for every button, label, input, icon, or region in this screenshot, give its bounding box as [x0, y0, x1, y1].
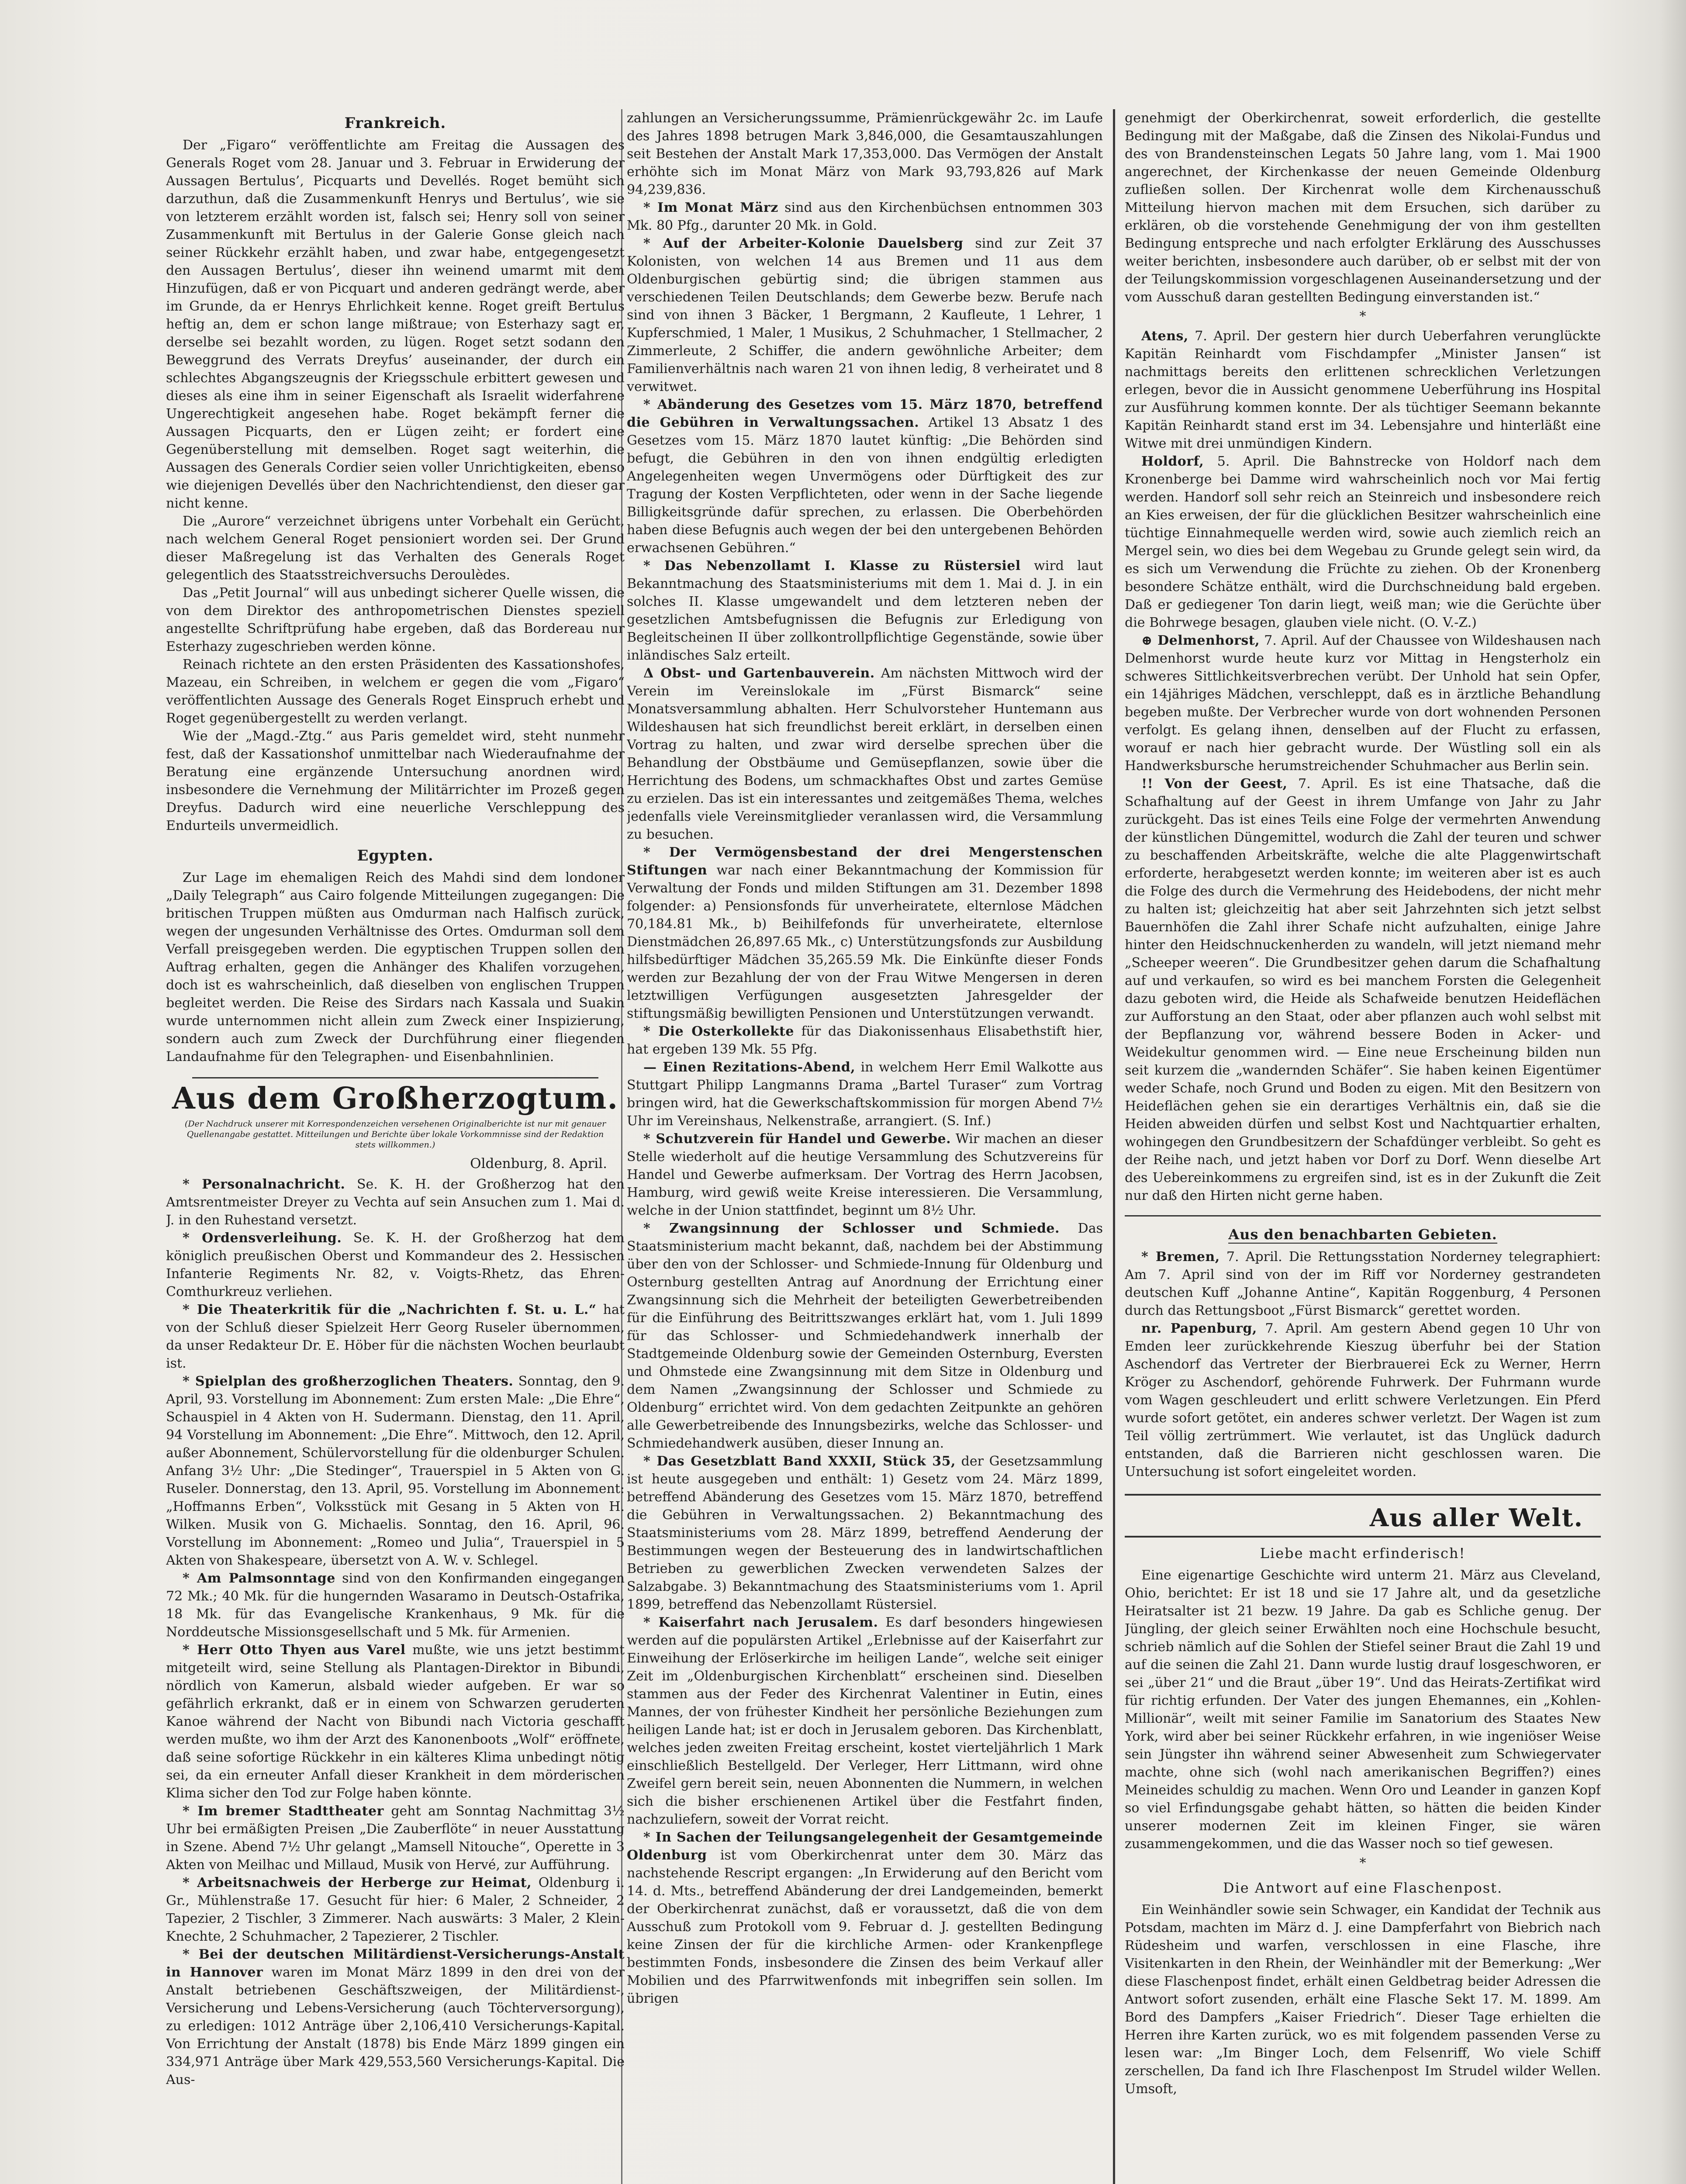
news-text: Am nächsten Mittwoch wird der Verein im Vereinslokale im „Fürst Bismarck“ seine Monatsversammlung abhalten. Herr Schulvorsteher Huntemann aus Wildeshausen hat sich freundlichst bereit erklärt, in derselben einen Vortrag zu halten, und zwar wird derselbe sprechen über die Behandlung der Obstbäume und Gemüsepflanzen, sowie über die Herrichtung des Bodens, um schmackhaftes Obst und zartes Gemüse zu erzielen. Das ist ein interessantes und zeitgemäßes Thema, welches jedenfalls viele Vereinsmitglieder veranlassen wird, die Versammlung zu besuchen.	[627, 666, 1103, 842]
news-text: war nach einer Bekanntmachung der Kommission für Verwaltung der Fonds und milden Stiftungen am 31. Dezember 1898 folgender: a) Pensionsfonds für unverheiratete, elternlose Mädchen 70,184.81 Mk., b) Beihilfefonds für unverheiratete, elternlose Dienstmädchen 26,897.65 Mk., c) Unterstützungsfonds zur Ausbildung hilfsbedürftiger Mädchen 35,265.59 Mk. Die Einkünfte dieser Fonds werden zur Bezahlung der von der Frau Witwe Mengersen in deren letztwilligen Verfügungen ausgesetzten Jahresgelder der stiftungsmäßig bewilligten Pensionen und Unterstützungen verwandt.	[627, 863, 1103, 1021]
news-text: Se. K. H. der Großherzog hat den Amtsrentmeister Dreyer zu Vechta auf sein Ansuchen zum 1. Mai d. J. in den Ruhestand versetzt.	[166, 1177, 625, 1228]
news-text: Artikel 13 Absatz 1 des Gesetzes vom 15. März 1870 lautet künftig: „Die Behörden sind befugt, die Gebühren in den von ihnen endgültig erledigten Angelegenheiten wegen Unvermögens oder Dürftigkeit des zur Tragung der Kosten Verpflichteten, oder wenn in der Sache liegende Billigkeitsgründe dafür sprechen, zu erlassen. Die Oberbehörden haben diese Befugnis auch wegen der bei den untergebenen Behörden erwachsenen Gebühren.“	[627, 415, 1103, 556]
news-text: Das Staatsministerium macht bekannt, daß, nachdem bei der Abstimmung über den von der Schlosser- und Schmiede-Innung für Oldenburg und Osternburg gestellten Antrag auf Anordnung der Errichtung einer Zwangsinnung sich die Mehrheit der beteiligten Gewerbetreibenden für die Einführung des Beitrittszwanges erklärt hat, vom 1. Juli 1899 für das Schlosser- und Schmiedehandwerk innerhalb der Stadtgemeinde Oldenburg sowie der Gemeinden Osternburg, Eversten und Ohmstede eine Zwangsinnung mit dem Sitze in Oldenburg und dem Namen „Zwangsinnung der Schlosser und Schmiede zu Oldenburg“ errichtet wird. Von dem gedachten Zeitpunkte an gehören alle Gewerbetreibende des Innungsbezirks, welche das Schlosser- und Schmiedehandwerk ausüben, dieser Innung an.	[627, 1221, 1103, 1451]
news-item	[166, 1301, 625, 1372]
news-keyword: * Schutzverein für Handel und Gewerbe.	[643, 1131, 951, 1147]
news-keyword: * Zwangsinnung der Schlosser und Schmiede.	[643, 1221, 1060, 1236]
news-item	[166, 1569, 625, 1641]
news-text: Es darf besonders hingewiesen werden auf die populärsten Artikel „Erlebnisse auf der Kaiserfahrt zur Einweihung der Erlöserkirche im heiligen Lande“, welche seit einiger Zeit im „Oldenburgischen Kirchenblatt“ erscheinen sind. Dieselben stammen aus der Feder des Kirchenrat Valentiner in Eutin, eines Mannes, der von frühester Kindheit her persönliche Beziehungen zum heiligen Lande hat; ist er doch in Jerusalem geboren. Das Kirchenblatt, welches jeden zweiten Freitag erscheint, kostet vierteljährlich 1 Mark einschließlich Bestellgeld. Der Verleger, Herr Littmann, wird ohne Zweifel gern bereit sein, neuen Abonnenten die Nummern, in welchen sich die bisher erschienenen Artikel über die Festfahrt finden, nachzuliefern, soweit der Vorrat reicht.	[627, 1615, 1103, 1827]
news-text: wird laut Bekanntmachung des Staatsministeriums mit dem 1. Mai d. J. in ein solches II. Klasse umgewandelt und dem letzteren neben der gesetzlichen Amtsbefugnissen die Befugnis zur Erledigung von Begleitscheinen II über zollkontrollpflichtige Gegenstände, sowie über inländisches Salz erteilt.	[627, 558, 1103, 663]
news-item	[627, 1614, 1103, 1828]
article-frankreich-1: Der „Figaro“ veröffentlichte am Freitag die Aussagen des Generals Roget vom 28. Januar und 3. Februar in Erwiderung der Aussagen Bertulus’, Picquarts und Devellés. Roget bemüht sich darzuthun, daß die Zusammenkunft Henrys und Bertulus’, wie sie von letzterem erzählt worden ist, falsch sei; Henry soll von seiner Zusammenkunft mit Bertulus in der Galerie Gonse gleich nach seiner Rückkehr erzählt haben, und zwar habe, entgegengesetzt den Aussagen Bertulus’, dieser ihn weinend umarmt mit dem Hinzufügen, daß er von Picquart und anderen gedrängt werde, aber im Grunde, da er Henrys Ehrlichkeit kenne. Roget greift Bertulus heftig an, dem er schon lange mißtraue; von Esterhazy sagt er, derselbe sei bezahlt worden, zu lügen. Roget setzt sodann den Beweggrund des Verrats Dreyfus’ auseinander, der durch ein schlechtes Abgangszeugnis der Kriegsschule erbittert gewesen und dieses als eine ihm in seiner Eigenschaft als Israelit widerfahrene Ungerechtigkeit angesehen habe. Roget bekämpft ferner die Aussagen Picquarts, den er Lügen zeiht; er fordert eine Gegenüberstellung mit demselben. Roget sagt weiterhin, die Aussagen des Generals Cordier seien voller Unrichtigkeiten, ebenso wie diejenigen Devellés über den Nachrichtendienst, den dieser gar nicht kenne.	[166, 138, 625, 511]
news-item	[627, 1828, 1103, 2008]
article-frankreich-5: Wie der „Magd.-Ztg.“ aus Paris gemeldet wird, steht nunmehr fest, daß der Kassationshof unmittelbar nach Wiederaufnahme der Beratung eine ergänzende Untersuchung anordnen wird, insbesondere die Vernehmung der Militärrichter im Prozeß gegen Dreyfus. Dadurch wird eine neuerliche Verschleppung des Endurteils unvermeidlich.	[166, 729, 625, 833]
separator-star: *	[1359, 1856, 1366, 1871]
news-item	[166, 1874, 625, 1946]
news-item	[166, 1229, 625, 1301]
news-item	[627, 1452, 1103, 1614]
news-keyword: * Im bremer Stadttheater	[183, 1804, 384, 1819]
news-item	[166, 1802, 625, 1874]
column-1	[166, 109, 625, 2184]
news-keyword: * Das Nebenzollamt I. Klasse zu Rüstersiel	[643, 558, 1021, 574]
news-item	[627, 664, 1103, 843]
article-liebe: Eine eigenartige Geschichte wird unterm 21. März aus Cleveland, Ohio, berichtet: Er ist 18 und sie 17 Jahre alt, und da gesetzliche Heiratsalter ist 21 bezw. 19 Jahre. Da gab es Schliche genug. Der Jüngling, der gleich seiner Erwählten noch eine Hochschule besucht, schrieb nämlich auf die Sohlen der Stiefel seiner Braut die Zahl 19 und auf die seinen die Zahl 21. Dann wurde lustig drauf losgeschworen, er sei „über 21“ und die Braut „über 19“. Und das Heirats-Zertifikat wird für richtig erfunden. Der Vater des jungen Ehemannes, ein „Kohlen-Millionär“, weilt mit seiner Familie im Sanatorium des Staates New York, wird aber bei seiner Rückkehr erfahren, in wie ingeniöser Weise sein Jüngster ihn während seiner Abwesenheit zum Schwiegervater machte, ohne sich (wohl nach amerikanischen Begriffen?) eines Meineides schuldig zu machen. Wenn Oro und Leander in ganzen Kopf so viel Erfindungsgabe gehabt hätten, so hätten die beiden Kinder unserer modernen Zeit im kleinen Finger, sie wären zusammengekommen, und die das Wasser noch so tief gewesen.	[1125, 1568, 1601, 1852]
separator-star: *	[1359, 309, 1366, 324]
article-frankreich-3: Das „Petit Journal“ will aus unbedingt sicherer Quelle wissen, die von dem Direktor des anthropometrischen Dienstes speziell angestellte Schriftprüfung habe ergeben, daß das Bordereau nur Esterhazy zugeschrieben werden könne.	[166, 585, 625, 654]
news-keyword: * Auf der Arbeiter-Kolonie Dauelsberg	[643, 236, 964, 251]
page-edge-shadow	[1660, 0, 1686, 2184]
news-item	[1125, 775, 1601, 1205]
section-title-region-text: Aus den benachbarten Gebieten.	[1228, 1226, 1497, 1243]
article-flaschenpost: Ein Weinhändler sowie sein Schwager, ein Kandidat der Technik aus Potsdam, machten im März d. J. eine Dampferfahrt von Biebrich nach Rüdesheim und warfen, verschlossen in eine Flasche, ihre Visitenkarten in den Rhein, der Weinhändler mit der Bemerkung: „Wer diese Flaschenpost findet, erhält einen Geldbetrag beider Adressen die Antwort sofort zusenden, erhält eine Flasche Sekt 17. M. 1899. Am Bord des Dampfers „Kaiser Friedrich“. Dieser Tage erhielten die Herren ihre Karten zurück, wo es mit folgendem passenden Verse zu lesen war: „Im Binger Loch, dem Felsenriff, Wo viele Schiff zerschellen, Da fand ich Ihre Flaschenpost Im Strudel wilder Wellen. Umsoft,	[1125, 1902, 1601, 2097]
section-title-region	[1125, 1225, 1601, 1244]
news-text: hat von der Schluß dieser Spielzeit Herr Georg Ruseler übernommen, da unser Redakteur Dr. E. Höber für die nächsten Wochen beurlaubt ist.	[166, 1302, 625, 1371]
news-keyword: * Herr Otto Thyen aus Varel	[183, 1642, 406, 1658]
news-keyword: ⊕ Delmenhorst,	[1141, 633, 1260, 648]
news-text: für das Diakonissenhaus Elisabethstift hier, hat ergeben 139 Mk. 55 Pfg.	[627, 1024, 1103, 1057]
world-section-header	[1125, 1494, 1601, 1538]
news-item	[627, 1130, 1103, 1220]
column-2	[627, 109, 1103, 2184]
dateline: Oldenburg, 8. April.	[470, 1156, 607, 1171]
news-keyword: nr. Papenburg,	[1141, 1321, 1257, 1336]
news-keyword: Holdorf,	[1141, 454, 1204, 469]
news-item	[627, 1220, 1103, 1452]
news-text: mußte, wie uns jetzt bestimmt mitgeteilt wird, seine Stellung als Plantagen-Direktor in Bibundi, nördlich von Kamerun, alsbald wieder aufgeben. Er war so gefährlich erkrankt, daß er in einem von Schwarzen geruderten Kanoe während der Nacht von Bibundi nach Victoria geschafft werden mußte, wo ihm der Arzt des Kanonenboots „Wolf“ eröffnete, daß seine sofortige Rückkehr in ein kälteres Klima unbedingt nötig sei, da ein erneuter Anfall dieser Krankheit in dem mörderischen Klima sicher den Tod zur Folge haben könnte.	[166, 1642, 625, 1801]
reprint-notice: (Der Nachdruck unserer mit Korrespondenzeichen versehenen Originalberichte ist nur mit genauer Quellenangabe gestattet. Mitteilungen und Berichte über lokale Vorkommnisse sind der Redaktion stets willkommen.)	[184, 1119, 606, 1150]
news-text: sind aus den Kirchenbüchsen entnommen 303 Mk. 80 Pfg., darunter 20 Mk. in Gold.	[627, 200, 1103, 233]
news-item	[1125, 453, 1601, 632]
news-item	[627, 199, 1103, 235]
column-rule-2	[1113, 109, 1115, 2184]
news-text: 7. April. Die Rettungsstation Norderney telegraphiert: Am 7. April sind von der im Riff vor Norderney gestrandeten deutschen Kuff „Johanne Antine“, Kapitän Roggenburg, 4 Personen durch das Rettungsboot „Fürst Bismarck“ gerettet worden.	[1125, 1249, 1601, 1318]
news-keyword: * Spielplan des großherzoglichen Theaters.	[183, 1374, 514, 1389]
article-frankreich-4: Reinach richtete an den ersten Präsidenten des Kassationshofes, Mazeau, ein Schreiben, in welchem er gegen die vom „Figaro“ veröffentlichten Aussage des Generals Roget Einspruch erhebt und Roget gegenübergestellt zu werden verlangt.	[166, 657, 625, 726]
news-text: Sonntag, den 9. April, 93. Vorstellung im Abonnement: Zum ersten Male: „Die Ehre“, Schauspiel in 4 Akten von H. Sudermann. Dienstag, den 11. April, 94 Vorstellung im Abonnement: „Die Ehre“. Mittwoch, den 12. April, außer Abonnement, Schülervorstellung für die oldenburger Schulen. Anfang 3½ Uhr: „Die Stedinger“, Trauerspiel in 5 Akten von G. Ruseler. Donnerstag, den 13. April, 95. Vorstellung im Abonnement: „Hoffmanns Erben“, Volksstück mit Gesang in 5 Akten von H. Wilken. Musik von G. Michaelis. Sonntag, den 16. April, 96. Vorstellung im Abonnement: „Romeo und Julia“, Trauerspiel in 5 Akten von Shakespeare, übersetzt von A. W. v. Schlegel.	[166, 1374, 625, 1568]
news-keyword: * Ordensverleihung.	[183, 1230, 342, 1246]
news-text: 5. April. Die Bahnstrecke von Holdorf nach dem Kronenberge bei Damme wird wahrscheinlich noch vor Mai fertig werden. Handorf soll sehr reich an Steinreich und insbesondere reich an Kies erweisen, der für die glücklichen Besitzer wahrscheinlich eine tüchtige Einnahmequelle werden wird, sowie auch ziemlich reich an Mergel sein, wo dies bei dem Wegebau zu Grunde gelegt sein wird, da es sich um Verwendung die Früchte zu ziehen. Ob der Kronenberg besondere Schätze enthält, wird die Durchschneidung bald ergeben. Daß er gediegener Ton darin liegt, weiß man; wie die Gerüchte über die Bohrwege besagen, glauben viele nicht. (O. V.-Z.)	[1125, 454, 1601, 630]
news-text: sind zur Zeit 37 Kolonisten, von welchen 14 aus Bremen und 11 aus dem Oldenburgischen gebürtig sind; die übrigen stammen aus verschiedenen Teilen Deutschlands; dem Gewerbe bezw. Berufe nach sind von ihnen 3 Bäcker, 1 Bergmann, 2 Kaufleute, 1 Lehrer, 1 Kupferschmied, 1 Maler, 1 Musikus, 2 Schuhmacher, 1 Stellmacher, 2 Zimmerleute, 2 Schiffer, die andern gewöhnliche Arbeiter; dem Familienverhältnis nach waren 21 von ihnen ledig, 8 verheiratet und 8 verwitwet.	[627, 236, 1103, 394]
news-text: sind von den Konfirmanden eingegangen 72 Mk.; 40 Mk. für die hungernden Wasaramo in Deutsch-Ostafrika, 18 Mk. für das Evangelische Krankenhaus, 9 Mk. für die Norddeutsche Missionsgesellschaft und 5 Mk. für Armenien.	[166, 1571, 625, 1640]
news-text: 7. April. Es ist eine Thatsache, daß die Schafhaltung auf der Geest in ihrem Umfange von Jahr zu Jahr zurückgeht. Das ist eines Teils eine Folge der vermehrten Anwendung der künstlichen Düngemittel, wodurch die Zahl der teuren und schwer zu beschaffenden Arbeitskräfte, welche die alte Plaggenwirtschaft erforderte, herabgesetzt werden konnte; im weiteren aber ist es auch die Folge des durch die Vermehrung des Heidebodens, der nicht mehr zu halten ist; gleichzeitig hat aber seit Jahrzehnten sich jetzt selbst Bauernhöfen die Zahl ihrer Schafe nicht aufzuhalten, einige Jahre hinter den Heidschnuckenherden zu wandeln, will jetzt niemand mehr „Scheeper weeren“. Die Grundbesitzer gehen darum die Schafhaltung auf und verkaufen, so wird es bei manchem Forsten die Gelegenheit dazu geboten wird, die Heide als Schafweide benutzen Heideflächen zur Aufforstung an den Staat, oder aber pflanzen auch wohl selbst mit der Bepflanzung vor, während bessere Boden in Acker- und Weidekultur genommen wird. — Eine neue Erscheinung bilden nun seit kurzem die „wandernden Schäfer“. Sie haben keinen Eigentümer weder Schafe, noch Grund und Boden zu eigen. Mit den Besitzern von Heideflächen gehen sie ein derartiges Verhältnis ein, daß sie die Heiden abweiden dürfen und selbst Kost und Nachtquartier erhalten, wohingegen den Grundbesitzern der Schafdünger verbleibt. So geht es der Reihe nach, und jetzt haben vor Dorf zu Dorf. Wenn dieselbe Art des Uebereinkommens zu ergreifen sind, ist es in der Zukunft die Zeit nur daß den Hirten nicht gerne haben.	[1125, 776, 1601, 1203]
news-keyword: — Einen Rezitations-Abend,	[643, 1060, 856, 1075]
news-text: in welchem Herr Emil Walkotte aus Stuttgart Philipp Langmanns Drama „Bartel Turaser“ zum Vortrag bringen wird, hat die Gewerkschaftskommission für morgen Abend 7½ Uhr im Vereinshaus, Nelkenstraße, arrangiert. (S. Inf.)	[627, 1060, 1103, 1129]
news-item	[627, 1023, 1103, 1058]
article-title-flaschenpost: Die Antwort auf eine Flaschenpost.	[1223, 1880, 1503, 1896]
news-text: 7. April. Der gestern hier durch Ueberfahren verunglückte Kapitän Reinhardt vom Fischdampfer „Minister Jansen“ ist nachmittags bereits den erlittenen schrecklichen Verletzungen erlegen, bevor die in Aussicht genommene Ueberführung ins Hospital zur Ausführung kommen konnte. Der als tüchtiger Seemann bekannte Kapitän Reinhardt stand erst im 34. Lebensjahre und hinterläßt eine Witwe mit drei unmündigen Kindern.	[1125, 328, 1601, 451]
news-item	[627, 396, 1103, 557]
news-text: Se. K. H. der Großherzog hat dem königlich preußischen Oberst und Kommandeur des 2. Hessischen Infanterie Regiments Nr. 82, v. Voigts-Rhetz, das Ehren-Comthurkreuz verliehen.	[166, 1230, 625, 1299]
news-continuation: zahlungen an Versicherungssumme, Prämienrückgewähr 2c. im Laufe des Jahres 1898 betrugen Mark 3,846,000, die Gesamtauszahlungen seit Bestehen der Anstalt Mark 17,353,000. Das Vermögen der Anstalt erhöhte sich im Monat März von Mark 93,793,826 auf Mark 94,239,836.	[627, 111, 1103, 197]
news-item	[1125, 327, 1601, 453]
news-keyword: !! Von der Geest,	[1141, 776, 1288, 791]
article-egypten: Zur Lage im ehemaligen Reich des Mahdi sind dem londoner „Daily Telegraph“ aus Cairo folgende Mitteilungen zugegangen: Die britischen Truppen müßten aus Omdurman nach Halfisch zurück, wegen der ungesunden Verhältnisse des Ortes. Omdurman soll dem Verfall preisgegeben werden. Die egyptischen Truppen sollen den Auftrag erhalten, gegen die Anhänger des Khalifen vorzugehen, doch ist es wahrscheinlich, daß dieselben von englischen Truppen begleitet werden. Die Reise des Sirdars nach Kassala und Suakin wurde unternommen nicht allein zum Zweck einer Inspizierung, sondern auch zum Zweck der Durchführung einer fliegenden Landaufnahme für den Telegraphen- und Eisenbahnlinien.	[166, 870, 625, 1064]
news-item	[1125, 632, 1601, 775]
news-item	[1125, 1320, 1601, 1481]
heading-rule-top	[192, 1077, 598, 1078]
news-keyword: * Abänderung des Gesetzes vom 15. März 1870, betreffend die Gebühren in Verwaltungssachen.	[627, 397, 1103, 430]
news-text: ist vom Oberkirchenrat unter dem 30. März das nachstehende Rescript ergangen: „In Erwiderung auf den Bericht vom 14. d. Mts., betreffend Abänderung der drei Landgemeinden, bemerkt der Oberkirchenrat zunächst, daß er voraussetzt, daß die von dem Ausschuß zum Protokoll vom 9. Februar d. J. gestellten Bedingung keine Zinsen der für die kirchliche Armen- oder Krankenpflege bestimmten Fonds, insbesondere die Zinsen des beim Verkauf aller Mobilien und des Pfarrwitwenfonds mit inbegriffen sein sollen. Im übrigen	[627, 1848, 1103, 2006]
article-title-liebe: Liebe macht erfinderisch!	[1260, 1545, 1466, 1562]
news-text: Oldenburg i. Gr., Mühlenstraße 17. Gesucht für hier: 6 Maler, 2 Schneider, 2 Tapezier, 2 Tischler, 3 Zimmerer. Nach auswärts: 3 Maler, 2 Klein-Knechte, 2 Schuhmacher, 2 Tapezierer, 2 Tischler.	[166, 1875, 625, 1944]
section-title-frankreich: Frankreich.	[344, 114, 446, 132]
section-title-egypten: Egypten.	[357, 847, 434, 864]
news-keyword: * In Sachen der Teilungsangelegenheit der Gesamtgemeinde Oldenburg	[627, 1830, 1103, 1863]
news-item	[1125, 1248, 1601, 1320]
news-text: 7. April. Am gestern Abend gegen 10 Uhr von Emden leer zurückkehrende Kieszug überfuhr bei der Station Aschendorf das Vertreter der Bierbrauerei Eck zu Werner, Herrn Kröger zu Aschendorf, gehörende Fuhrwerk. Der Fuhrmann wurde vom Wagen geschleudert und erlitt schwere Verletzungen. Ein Pferd wurde sofort getötet, ein anderes schwer verletzt. Der Wagen ist zum Teil völlig zertrümmert. Wie verlautet, ist das Unglück dadurch entstanden, daß die Barrieren nicht geschlossen waren. Die Untersuchung ist sofort eingeleitet worden.	[1125, 1321, 1601, 1479]
news-keyword: * Arbeitsnachweis der Herberge zur Heimat,	[183, 1875, 532, 1890]
news-continuation: genehmigt der Oberkirchenrat, soweit erforderlich, die gestellte Bedingung mit der Maßgabe, daß die Zinsen des Nikolai-Fundus und des von Brandensteinschen Legats 50 Jahre lang, vom 1. Mai 1900 angerechnet, der Kirchenkasse der neuen Gemeinde Oldenburg zufließen sollen. Der Kirchenrat wolle dem Kirchenausschuß Mitteilung hiervon machen mit dem Ersuchen, sich darüber zu erklären, ob die vorstehende Genehmigung der von ihm gestellten Bedingung entspreche und nach erfolgter Erklärung des Ausschusses weiter berichten, insbesondere auch darüber, ob er selbst mit der von der Teilungskommission vorgeschlagenen Auseinandersetzung und der vom Ausschuß daran gestellten Bedingung einverstanden ist.“	[1125, 111, 1601, 305]
news-text: der Gesetzsammlung ist heute ausgegeben und enthält: 1) Gesetz vom 24. März 1899, betreffend Abänderung des Gesetzes vom 15. März 1870, betreffend die Gebühren in Verwaltungssachen. 2) Bekanntmachung des Staatsministeriums vom 28. März 1899, betreffend Aenderung der Bestimmungen wegen der Besteuerung des in landwirtschaftlichen Betrieben zu gewerblichen Zwecken verwendeten Salzes der Salzabgabe. 3) Bekanntmachung des Staatsministeriums vom 1. April 1899, betreffend das Nebenzollamt Rüstersiel.	[627, 1454, 1103, 1612]
news-keyword: Atens,	[1141, 328, 1188, 344]
news-keyword: * Die Theaterkritik für die „Nachrichten f. St. u. L.“	[183, 1302, 597, 1317]
article-frankreich-2: Die „Aurore“ verzeichnet übrigens unter Vorbehalt ein Gerücht, nach welchem General Roget pensioniert worden sei. Der Grund dieser Maßregelung ist das Verhalten des Generals Roget gelegentlich des Staatsstreichversuchs Deroulèdes.	[166, 514, 625, 583]
news-keyword: * Der Vermögensbestand der drei Mengerstenschen Stiftungen	[627, 845, 1103, 878]
news-text: Wir machen an dieser Stelle wiederholt auf die heutige Versammlung des Schutzvereins für Handel und Gewerbe aufmerksam. Der Vortrag des Herrn Jacobsen, Hamburg, wird gewiß weite Kreise interessieren. Die Versammlung, welche in der Union stattfindet, beginnt um 8½ Uhr.	[627, 1131, 1103, 1218]
news-keyword: * Im Monat März	[643, 200, 778, 215]
news-item	[627, 557, 1103, 664]
news-keyword: * Personalnachricht.	[183, 1177, 345, 1192]
column-3	[1125, 109, 1601, 2184]
news-text: 7. April. Auf der Chaussee von Wildeshausen nach Delmenhorst wurde heute kurz vor Mittag in Hengsterholz ein schweres Sittlichkeitsverbrechen verübt. Der Unhold hat sein Opfer, ein 14jähriges Mädchen, verschleppt, daß es in ärztliche Behandlung begeben mußte. Der Verbrecher wurde von dort wohnenden Personen verfolgt. Es gelang ihnen, denselben auf der Flucht zu erfassen, worauf er nach hier gebracht wurde. Der Wüstling soll ein als Handwerksbursche herumstreichender Schuhmacher aus Berlin sein.	[1125, 633, 1601, 774]
news-item	[166, 1641, 625, 1802]
region-section	[1125, 1215, 1601, 1481]
news-keyword: * Kaiserfahrt nach Jerusalem.	[643, 1615, 878, 1630]
news-item	[627, 843, 1103, 1023]
news-text: geht am Sonntag Nachmittag 3½ Uhr bei ermäßigten Preisen „Die Zauberflöte“ in neuer Ausstattung in Szene. Abend 7½ Uhr gelangt „Mamsell Nitouche“, Operette in 3 Akten von Meilhac und Millaud, Musik von Hervé, zur Aufführung.	[166, 1804, 625, 1873]
news-item	[627, 1058, 1103, 1130]
news-keyword: * Bremen,	[1141, 1249, 1220, 1265]
news-keyword: * Am Palmsonntage	[183, 1571, 335, 1586]
news-item	[166, 1946, 625, 2089]
section-title-welt: Aus aller Welt.	[1369, 1503, 1583, 1532]
news-keyword: * Die Osterkollekte	[643, 1024, 794, 1039]
news-item	[166, 1175, 625, 1229]
news-text: waren im Monat März 1899 in den drei von der Anstalt betriebenen Geschäftszweigen, der Militärdienst-, Versicherung und Lebens-Versicherung (auch Töchterversorgung), zu erledigen: 1012 Anträge über 2,106,410 Versicherungs-Kapital. Von Errichtung der Anstalt (1878) bis Ende März 1899 gingen ein 334,971 Anträge über Mark 429,553,560 Versicherungs-Kapital. Die Aus-	[166, 1965, 625, 2087]
section-title-grossherzogtum: Aus dem Großherzogtum.	[172, 1081, 619, 1116]
news-keyword: Δ Obst- und Gartenbauverein.	[643, 666, 875, 681]
news-keyword: * Bei der deutschen Militärdienst-Versicherungs-Anstalt in Hannover	[166, 1947, 625, 1980]
news-keyword: * Das Gesetzblatt Band XXXII, Stück 35,	[643, 1454, 956, 1469]
news-item	[166, 1372, 625, 1569]
news-item	[627, 235, 1103, 396]
